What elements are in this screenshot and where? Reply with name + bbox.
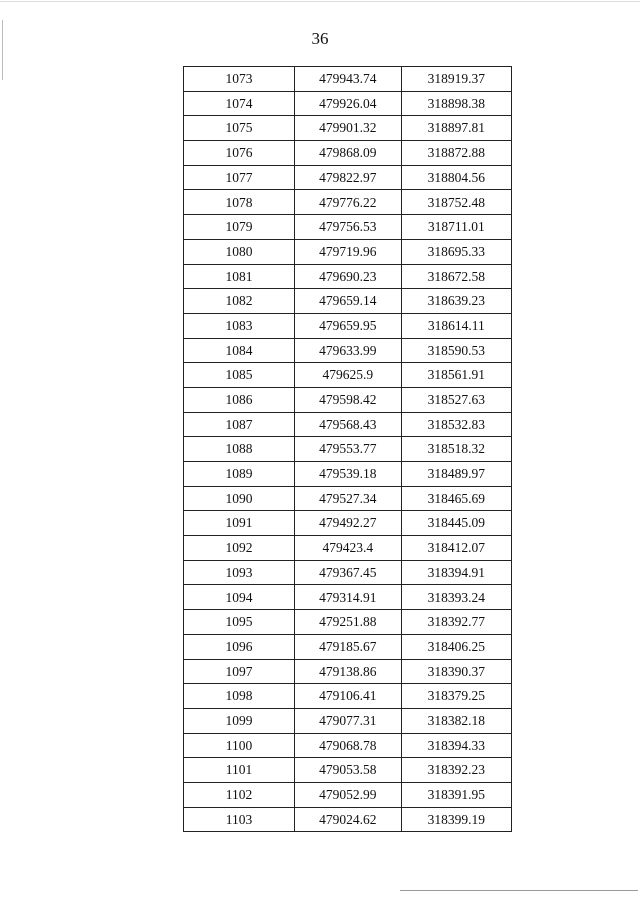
point-number-cell: 1100: [184, 733, 295, 758]
point-number-cell: 1089: [184, 462, 295, 487]
point-number-cell: 1097: [184, 659, 295, 684]
y-coordinate-cell: 318489.97: [401, 462, 511, 487]
point-number-cell: 1084: [184, 338, 295, 363]
y-coordinate-cell: 318412.07: [401, 536, 511, 561]
point-number-cell: 1096: [184, 634, 295, 659]
table-row: [184, 141, 512, 166]
point-number-cell: 1101: [184, 758, 295, 783]
table-row: [184, 462, 512, 487]
x-coordinate-cell: 479024.62: [295, 807, 401, 832]
table-row: [184, 560, 512, 585]
y-coordinate-cell: 318614.11: [401, 313, 511, 338]
y-coordinate-cell: 318561.91: [401, 363, 511, 388]
table-row: [184, 708, 512, 733]
point-number-cell: 1094: [184, 585, 295, 610]
point-number-cell: 1087: [184, 412, 295, 437]
table-row: [184, 387, 512, 412]
y-coordinate-cell: 318897.81: [401, 116, 511, 141]
table-row: [184, 585, 512, 610]
coordinates-table-body: [184, 67, 512, 832]
x-coordinate-cell: 479539.18: [295, 462, 401, 487]
y-coordinate-cell: 318445.09: [401, 511, 511, 536]
y-coordinate-cell: 318391.95: [401, 782, 511, 807]
table-row: [184, 116, 512, 141]
x-coordinate-cell: 479423.4: [295, 536, 401, 561]
table-row: [184, 486, 512, 511]
table-row: [184, 289, 512, 314]
x-coordinate-cell: 479251.88: [295, 610, 401, 635]
x-coordinate-cell: 479068.78: [295, 733, 401, 758]
x-coordinate-cell: 479901.32: [295, 116, 401, 141]
x-coordinate-cell: 479527.34: [295, 486, 401, 511]
y-coordinate-cell: 318672.58: [401, 264, 511, 289]
x-coordinate-cell: 479822.97: [295, 165, 401, 190]
point-number-cell: 1074: [184, 91, 295, 116]
table-row: [184, 536, 512, 561]
x-coordinate-cell: 479367.45: [295, 560, 401, 585]
point-number-cell: 1085: [184, 363, 295, 388]
x-coordinate-cell: 479568.43: [295, 412, 401, 437]
point-number-cell: 1086: [184, 387, 295, 412]
point-number-cell: 1088: [184, 437, 295, 462]
x-coordinate-cell: 479185.67: [295, 634, 401, 659]
y-coordinate-cell: 318392.23: [401, 758, 511, 783]
point-number-cell: 1103: [184, 807, 295, 832]
y-coordinate-cell: 318393.24: [401, 585, 511, 610]
table-row: [184, 634, 512, 659]
scan-edge-bottom: [400, 890, 638, 891]
coordinates-table: [183, 66, 512, 832]
table-row: [184, 782, 512, 807]
point-number-cell: 1082: [184, 289, 295, 314]
x-coordinate-cell: 479052.99: [295, 782, 401, 807]
x-coordinate-cell: 479053.58: [295, 758, 401, 783]
point-number-cell: 1095: [184, 610, 295, 635]
x-coordinate-cell: 479314.91: [295, 585, 401, 610]
point-number-cell: 1080: [184, 239, 295, 264]
x-coordinate-cell: 479077.31: [295, 708, 401, 733]
y-coordinate-cell: 318639.23: [401, 289, 511, 314]
point-number-cell: 1079: [184, 215, 295, 240]
point-number-cell: 1075: [184, 116, 295, 141]
table-row: [184, 338, 512, 363]
table-row: [184, 313, 512, 338]
point-number-cell: 1099: [184, 708, 295, 733]
table-row: [184, 758, 512, 783]
x-coordinate-cell: 479868.09: [295, 141, 401, 166]
y-coordinate-cell: 318711.01: [401, 215, 511, 240]
scan-edge-top: [0, 1, 640, 2]
table-row: [184, 733, 512, 758]
y-coordinate-cell: 318399.19: [401, 807, 511, 832]
table-row: [184, 190, 512, 215]
x-coordinate-cell: 479633.99: [295, 338, 401, 363]
point-number-cell: 1093: [184, 560, 295, 585]
table-row: [184, 215, 512, 240]
x-coordinate-cell: 479926.04: [295, 91, 401, 116]
point-number-cell: 1076: [184, 141, 295, 166]
table-row: [184, 807, 512, 832]
table-row: [184, 412, 512, 437]
point-number-cell: 1090: [184, 486, 295, 511]
point-number-cell: 1102: [184, 782, 295, 807]
y-coordinate-cell: 318394.33: [401, 733, 511, 758]
table-row: [184, 610, 512, 635]
y-coordinate-cell: 318752.48: [401, 190, 511, 215]
x-coordinate-cell: 479719.96: [295, 239, 401, 264]
y-coordinate-cell: 318518.32: [401, 437, 511, 462]
y-coordinate-cell: 318872.88: [401, 141, 511, 166]
point-number-cell: 1073: [184, 67, 295, 92]
y-coordinate-cell: 318390.37: [401, 659, 511, 684]
table-row: [184, 363, 512, 388]
point-number-cell: 1078: [184, 190, 295, 215]
table-row: [184, 437, 512, 462]
x-coordinate-cell: 479659.95: [295, 313, 401, 338]
table-row: [184, 165, 512, 190]
x-coordinate-cell: 479756.53: [295, 215, 401, 240]
y-coordinate-cell: 318804.56: [401, 165, 511, 190]
table-row: [184, 67, 512, 92]
x-coordinate-cell: 479659.14: [295, 289, 401, 314]
point-number-cell: 1077: [184, 165, 295, 190]
table-row: [184, 91, 512, 116]
point-number-cell: 1083: [184, 313, 295, 338]
table-row: [184, 264, 512, 289]
y-coordinate-cell: 318590.53: [401, 338, 511, 363]
x-coordinate-cell: 479138.86: [295, 659, 401, 684]
table-row: [184, 239, 512, 264]
point-number-cell: 1091: [184, 511, 295, 536]
point-number-cell: 1081: [184, 264, 295, 289]
y-coordinate-cell: 318532.83: [401, 412, 511, 437]
y-coordinate-cell: 318919.37: [401, 67, 511, 92]
x-coordinate-cell: 479553.77: [295, 437, 401, 462]
y-coordinate-cell: 318898.38: [401, 91, 511, 116]
x-coordinate-cell: 479625.9: [295, 363, 401, 388]
y-coordinate-cell: 318695.33: [401, 239, 511, 264]
y-coordinate-cell: 318406.25: [401, 634, 511, 659]
point-number-cell: 1098: [184, 684, 295, 709]
x-coordinate-cell: 479690.23: [295, 264, 401, 289]
table-row: [184, 684, 512, 709]
table-row: [184, 511, 512, 536]
y-coordinate-cell: 318527.63: [401, 387, 511, 412]
y-coordinate-cell: 318465.69: [401, 486, 511, 511]
y-coordinate-cell: 318379.25: [401, 684, 511, 709]
page-number: 36: [311, 29, 329, 48]
x-coordinate-cell: 479492.27: [295, 511, 401, 536]
table-row: [184, 659, 512, 684]
x-coordinate-cell: 479943.74: [295, 67, 401, 92]
point-number-cell: 1092: [184, 536, 295, 561]
y-coordinate-cell: 318392.77: [401, 610, 511, 635]
x-coordinate-cell: 479776.22: [295, 190, 401, 215]
y-coordinate-cell: 318382.18: [401, 708, 511, 733]
x-coordinate-cell: 479106.41: [295, 684, 401, 709]
x-coordinate-cell: 479598.42: [295, 387, 401, 412]
y-coordinate-cell: 318394.91: [401, 560, 511, 585]
